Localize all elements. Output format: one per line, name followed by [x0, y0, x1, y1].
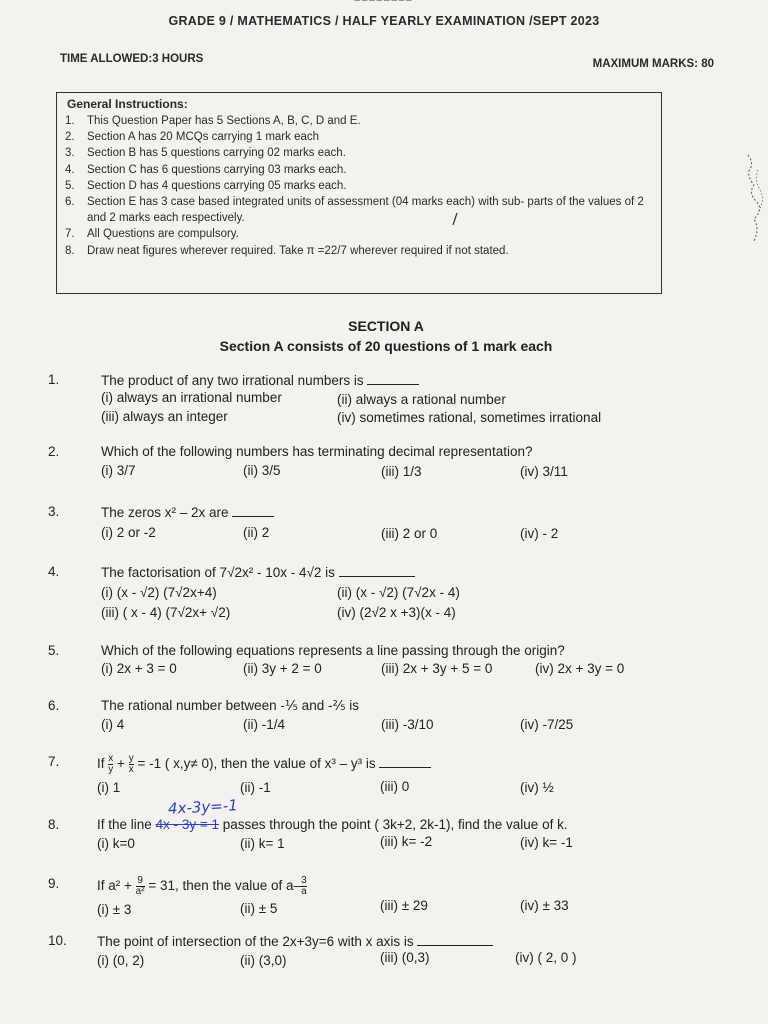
option-iii: (iii) 2 or 0 [381, 526, 438, 541]
stem-text: If the line [97, 817, 152, 832]
instruction-text: This Question Paper has 5 Sections A, B, C, D and E. [87, 115, 361, 127]
question-stem [101, 564, 415, 580]
answer-blank [232, 504, 274, 517]
option-ii: (ii) ± 5 [240, 901, 278, 916]
question-stem [101, 372, 419, 388]
stem-text: The zeros x² – 2x are [101, 505, 229, 520]
instruction-item [65, 194, 653, 226]
option-iv: (iv) ½ [520, 780, 554, 795]
option-iv: (iv) (2√2 x +3)(x - 4) [337, 605, 456, 620]
instruction-item [65, 145, 653, 161]
option-i: (i) 2x + 3 = 0 [101, 661, 177, 676]
answer-blank [339, 564, 415, 577]
instruction-text: Section E has 3 case based integrated units of assessment (04 marks each) with sub- parts of the values of 2 and 2 marks each respectively. [87, 196, 644, 225]
option-ii: (ii) -1 [240, 780, 271, 795]
fraction-y-over-x [129, 754, 134, 775]
option-ii: (ii) k= 1 [240, 836, 285, 851]
option-iii: (iii) -3/10 [381, 717, 434, 732]
question-number: 9. [48, 876, 60, 891]
exam-title: GRADE 9 / MATHEMATICS / HALF YEARLY EXAMINATION /SEPT 2023 [168, 14, 600, 28]
option-i: (i) (x - √2) (7√2x+4) [101, 585, 217, 600]
general-instructions-box [56, 92, 662, 294]
fraction-denominator: a [301, 886, 307, 897]
option-ii: (ii) -1/4 [243, 717, 286, 732]
option-ii: (ii) (x - √2) (7√2x - 4) [337, 585, 460, 600]
instruction-text: Section B has 5 questions carrying 02 marks each. [87, 147, 346, 160]
option-iv: (iv) ( 2, 0 ) [515, 950, 577, 965]
pen-mark-icon [452, 212, 458, 226]
instruction-number: 5. [65, 179, 75, 192]
option-iii: (iii) ± 29 [380, 898, 428, 913]
question-stem: Which of the following numbers has terminating decimal representation? [101, 444, 533, 459]
instructions-list [65, 113, 653, 259]
instruction-number: 7. [65, 228, 75, 241]
instruction-number: 4. [65, 163, 75, 176]
question-number: 4. [48, 564, 60, 579]
fraction-denominator: y [108, 764, 114, 775]
answer-blank [379, 755, 431, 768]
option-iv: (iv) sometimes rational, sometimes irrational [337, 410, 602, 425]
option-i: (i) k=0 [97, 836, 135, 851]
question-stem [97, 754, 431, 775]
plus-sign: + [117, 756, 125, 772]
instruction-item [65, 178, 653, 194]
fraction-x-over-y [108, 754, 113, 775]
option-iv: (iv) ± 33 [520, 898, 569, 913]
answer-blank [367, 372, 419, 385]
option-i: (i) 3/7 [101, 463, 136, 478]
option-i: (i) 1 [97, 780, 121, 795]
section-subtitle: Section A consists of 20 questions of 1 mark each [219, 338, 553, 354]
question-stem [97, 876, 307, 897]
margin-scribble-icon [738, 150, 768, 250]
option-iii: (iii) 0 [380, 779, 410, 794]
instruction-number: 8. [65, 244, 75, 257]
fraction-denominator: a² [135, 886, 145, 897]
fraction-9-over-a2 [136, 876, 145, 897]
instruction-text: Section D has 4 questions carrying 05 marks each. [87, 179, 347, 192]
stem-text: If [97, 756, 105, 772]
question-number: 7. [48, 754, 60, 769]
option-ii: (ii) always a rational number [337, 392, 506, 407]
option-i: (i) 2 or -2 [101, 525, 156, 540]
stem-text: = 31, then the value of a– [148, 878, 302, 894]
option-i: (i) 4 [101, 717, 125, 732]
option-iv: (iv) - 2 [520, 526, 559, 541]
stem-text: If a² + [97, 878, 132, 894]
instruction-text: Draw neat figures wherever required. Take π =22/7 wherever required if not stated. [87, 244, 509, 257]
question-stem: The rational number between -⅕ and -⅖ is [101, 698, 360, 713]
option-iii: (iii) always an integer [101, 409, 228, 424]
stem-text: passes through the point ( 3k+2, 2k-1), find the value of k. [222, 817, 568, 832]
instruction-number: 3. [65, 147, 75, 160]
stem-text: The factorisation of 7√2x² - 10x - 4√2 is [101, 565, 335, 580]
instruction-text: All Questions are compulsory. [87, 228, 239, 241]
school-logo-fragment: ▔▔▔▔▔▔▔▔ [354, 1, 414, 8]
option-iii: (iii) k= -2 [380, 834, 433, 849]
option-iii: (iii) 1/3 [381, 464, 422, 479]
option-i: (i) ± 3 [97, 902, 132, 917]
answer-blank [417, 933, 493, 946]
option-iv: (iv) k= -1 [520, 835, 573, 850]
question-number: 8. [48, 817, 60, 832]
option-iii: (iii) 2x + 3y + 5 = 0 [381, 661, 493, 676]
time-allowed: TIME ALLOWED:3 HOURS [60, 53, 204, 65]
instruction-number: 6. [65, 196, 75, 209]
question-stem [97, 933, 493, 949]
maximum-marks: MAXIMUM MARKS: 80 [592, 58, 714, 70]
question-number: 5. [48, 643, 60, 658]
handwritten-correction: 4x-3y=-1 [167, 796, 239, 818]
question-stem [101, 504, 274, 520]
option-i: (i) always an irrational number [101, 390, 282, 405]
instruction-number: 2. [65, 131, 75, 144]
question-number: 2. [48, 444, 60, 459]
option-ii: (ii) 3/5 [243, 463, 281, 478]
option-ii: (ii) 2 [243, 525, 270, 540]
option-iv: (iv) 3/11 [520, 464, 568, 479]
instruction-item [65, 113, 653, 129]
fraction-numerator: 9 [137, 875, 143, 886]
general-instructions-title: General Instructions: [67, 97, 188, 111]
option-iii: (iii) (0,3) [380, 950, 430, 965]
instruction-item [65, 243, 653, 259]
option-ii: (ii) 3y + 2 = 0 [243, 661, 322, 676]
stem-text: The product of any two irrational numbers is [101, 373, 364, 388]
instruction-number: 1. [65, 115, 75, 127]
instruction-item [65, 226, 653, 242]
question-stem: Which of the following equations represents a line passing through the origin? [101, 643, 565, 658]
question-number: 1. [48, 372, 60, 387]
fraction-denominator: x [128, 764, 134, 775]
instruction-item [65, 162, 653, 178]
stem-text: = -1 ( x,y≠ 0), then the value of x³ – y³ is [137, 756, 376, 772]
option-ii: (ii) (3,0) [240, 953, 287, 968]
instruction-item [65, 129, 653, 145]
question-stem [97, 817, 568, 832]
stem-text: The point of intersection of the 2x+3y=6 with x axis is [97, 934, 414, 949]
instruction-text: Section A has 20 MCQs carrying 1 mark each [87, 131, 320, 144]
question-number: 10. [48, 933, 67, 948]
fraction-numerator: x [108, 753, 114, 764]
fraction-numerator: 3 [301, 875, 307, 886]
fraction-3-over-a [301, 876, 307, 897]
option-i: (i) (0, 2) [97, 953, 145, 968]
option-iv: (iv) -7/25 [520, 717, 574, 732]
section-title: SECTION A [348, 318, 424, 334]
option-iv: (iv) 2x + 3y = 0 [535, 661, 625, 676]
question-number: 3. [48, 504, 60, 519]
question-number: 6. [48, 698, 60, 713]
fraction-numerator: y [128, 753, 134, 764]
struck-out-equation: 4x - 3y = 1 [155, 817, 219, 832]
option-iii: (iii) ( x - 4) (7√2x+ √2) [101, 605, 231, 620]
instruction-text: Section C has 6 questions carrying 03 marks each. [87, 163, 347, 176]
